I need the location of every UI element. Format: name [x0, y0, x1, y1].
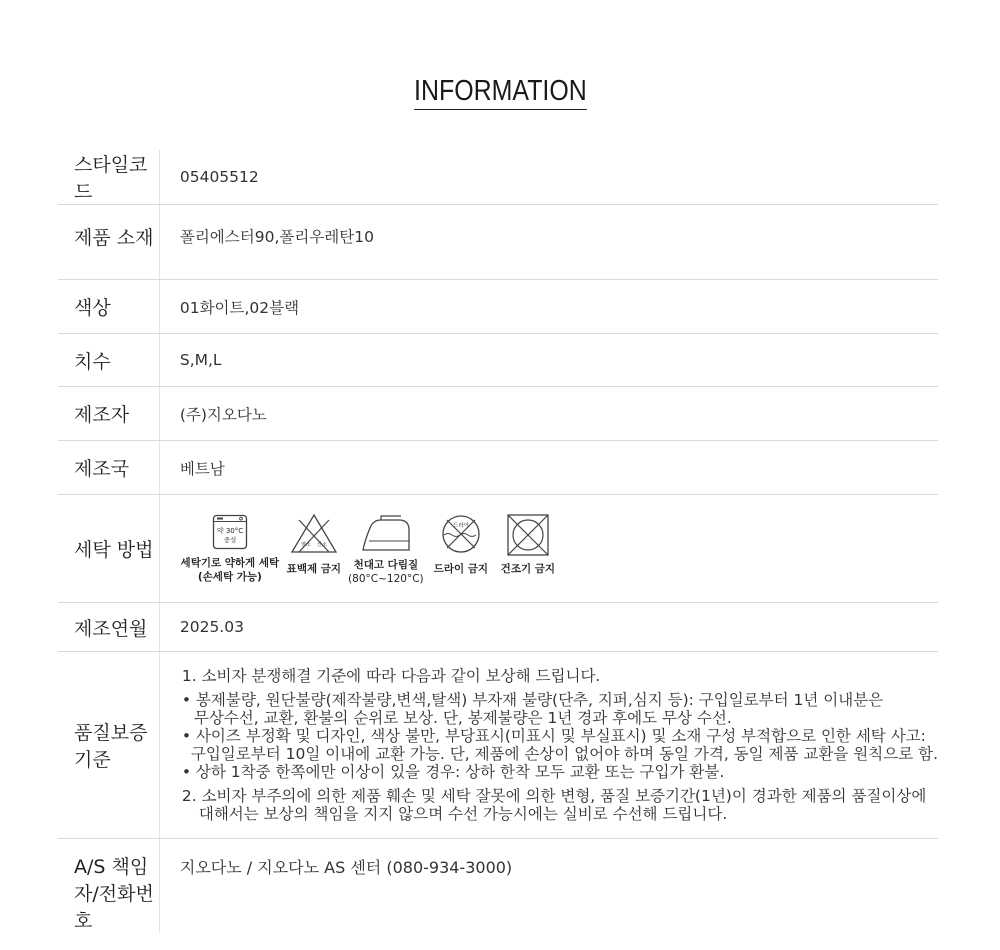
hand-wash-30-icon: [210, 512, 250, 552]
row-washing: [58, 495, 938, 603]
bleach-oxygen-text: 산소: [317, 541, 327, 548]
care-caption-line: 세탁기로 약하게 세탁: [180, 556, 280, 569]
label-quality: 품질보증기준: [58, 652, 159, 839]
care-caption: [348, 558, 424, 586]
wash-temp-text: 약 30°C: [216, 526, 244, 535]
care-caption: [501, 562, 555, 576]
label-maker: 제조자: [58, 387, 159, 441]
iron-low-icon: [359, 512, 413, 554]
page-title-wrap: [0, 74, 1000, 110]
dry-clean-text: 드라이: [452, 522, 469, 529]
care-icons: [176, 512, 938, 586]
no-bleach-icon: [289, 512, 339, 556]
label-washing: 세탁 방법: [58, 495, 159, 603]
care-hand-wash: [176, 512, 284, 584]
label-country: 제조국: [58, 441, 159, 495]
care-no-tumble-dry: [494, 512, 562, 576]
quality-line: • 사이즈 부정확 및 디자인, 색상 불만, 부당표시(미표시 및 부실표시) 및 소재 구성 부적합으로 인한 세탁 사고:: [181, 727, 926, 745]
no-tumble-dry-icon: [505, 512, 551, 558]
label-date: 제조연월: [58, 603, 159, 652]
care-caption-line: 건조기 금지: [500, 562, 556, 575]
wash-detergent-text: 중성: [223, 535, 237, 544]
care-caption: [434, 562, 488, 576]
label-color: 색상: [58, 280, 159, 334]
label-size: 치수: [58, 334, 159, 387]
value-as: 지오다노 / 지오다노 AS 센터 (080-934-3000): [159, 839, 938, 934]
care-no-dry-clean: [428, 512, 494, 576]
value-maker: (주)지오다노: [159, 387, 938, 441]
row-country: [58, 441, 938, 495]
care-caption-line: 표백제 금지: [286, 562, 342, 575]
row-maker: [58, 387, 938, 441]
care-caption: [287, 562, 341, 576]
care-caption-line: 천대고 다림질: [353, 558, 419, 571]
care-caption-line: 드라이 금지: [433, 562, 489, 575]
label-as: A/S 책임자/전화번호: [74, 856, 154, 932]
row-style-code: [58, 150, 938, 205]
row-size: [58, 334, 938, 387]
no-dry-clean-icon: [439, 512, 483, 556]
quality-line: • 봉제불량, 원단불량(제작불량,변색,탈색) 부자재 불량(단추, 지퍼,심지 등): 구입일로부터 1년 이내분은: [181, 691, 884, 709]
care-caption-line: (80°C~120°C): [348, 572, 424, 585]
info-table: [58, 150, 938, 933]
value-style-code: 05405512: [159, 150, 938, 205]
quality-line: 1. 소비자 분쟁해결 기준에 따라 다음과 같이 보상해 드립니다.: [181, 667, 601, 685]
bleach-chlorine-text: 염소: [301, 541, 311, 548]
value-date: 2025.03: [159, 603, 938, 652]
label-material: 제품 소재: [58, 205, 159, 280]
value-country: 베트남: [159, 441, 938, 495]
care-caption: [181, 556, 280, 584]
value-washing: [159, 495, 938, 603]
row-color: [58, 280, 938, 334]
quality-line: 구입일로부터 10일 이내에 교환 가능. 단, 제품에 손상이 없어야 하며 동일 가격, 동일 제품 교환을 원칙으로 함.: [190, 745, 938, 763]
label-style-code: 스타일코드: [58, 150, 159, 205]
quality-line: • 상하 1착중 한쪽에만 이상이 있을 경우: 상하 한착 모두 교환 또는 구입가 환불.: [181, 763, 725, 781]
row-as: [58, 839, 938, 934]
value-color: 01화이트,02블랙: [159, 280, 938, 334]
quality-line: 대해서는 보상의 책임을 지지 않으며 수선 가능시에는 실비로 수선해 드립니다.: [198, 805, 728, 823]
page-title: INFORMATION: [414, 74, 587, 110]
row-material: [58, 205, 938, 280]
value-quality: [159, 652, 938, 839]
quality-line: 2. 소비자 부주의에 의한 제품 훼손 및 세탁 잘못에 의한 변형, 품질 보증기간(1년)이 경과한 제품의 품질이상에: [181, 787, 927, 805]
care-no-bleach: [284, 512, 344, 576]
care-iron: [344, 512, 428, 586]
row-quality: [58, 652, 938, 839]
value-size: S,M,L: [159, 334, 938, 387]
row-date: [58, 603, 938, 652]
value-material: 폴리에스터90,폴리우레탄10: [159, 205, 938, 280]
care-caption-line: (손세탁 가능): [197, 570, 262, 583]
quality-line: 무상수선, 교환, 환불의 순위로 보상. 단, 봉제불량은 1년 경과 후에도 무상 수선.: [193, 709, 732, 727]
